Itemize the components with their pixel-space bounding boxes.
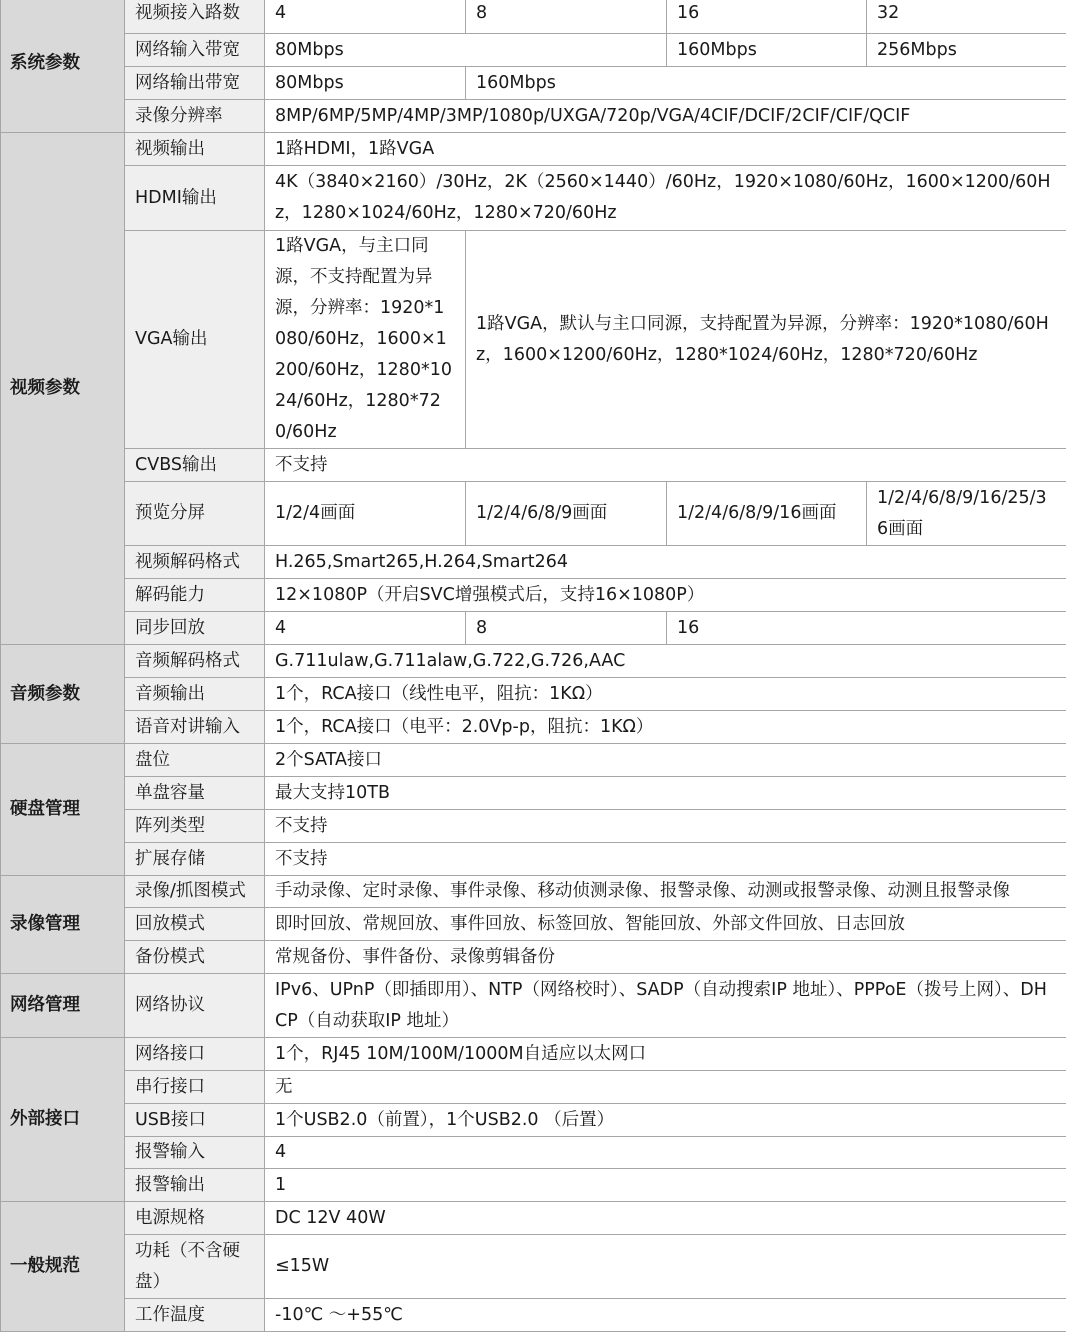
cell-value: 不支持 — [265, 449, 1066, 482]
row-video-out — [1, 133, 1066, 166]
row-sync-play — [1, 612, 1066, 645]
row-audio-out — [1, 678, 1066, 711]
cell-value: 1个USB2.0（前置），1个USB2.0 （后置） — [265, 1104, 1066, 1137]
row-usb — [1, 1104, 1066, 1137]
row-label: HDMI输出 — [125, 166, 265, 231]
row-serial — [1, 1071, 1066, 1104]
row-label: 电源规格 — [125, 1202, 265, 1235]
row-label: 工作温度 — [125, 1299, 265, 1332]
cell-value: 4K（3840×2160）/30Hz，2K（2560×1440）/60Hz，1920×1080/60Hz，1600×1200/60Hz，1280×1024/60Hz，1280×720/60Hz — [265, 166, 1066, 231]
row-label: 网络输出带宽 — [125, 67, 265, 100]
cell-value: 2个SATA接口 — [265, 744, 1066, 777]
row-label: USB接口 — [125, 1104, 265, 1137]
row-label: 视频解码格式 — [125, 546, 265, 579]
cell-value: 80Mbps — [265, 34, 667, 67]
row-label: 串行接口 — [125, 1071, 265, 1104]
cell-value: 无 — [265, 1071, 1066, 1104]
cell-value: 80Mbps — [265, 67, 466, 100]
cell-value: 8MP/6MP/5MP/4MP/3MP/1080p/UXGA/720p/VGA/4CIF/DCIF/2CIF/CIF/QCIF — [265, 100, 1066, 133]
row-label: 报警输入 — [125, 1137, 265, 1169]
row-lan — [1, 1038, 1066, 1071]
cell-value: 4 — [265, 0, 466, 34]
row-label: 备份模式 — [125, 941, 265, 974]
cell-value: H.265,Smart265,H.264,Smart264 — [265, 546, 1066, 579]
row-label: 回放模式 — [125, 908, 265, 941]
row-power — [1, 1202, 1066, 1235]
row-vga-out — [1, 231, 1066, 449]
group-system: 系统参数 — [1, 0, 125, 133]
cell-value: 8 — [466, 0, 667, 34]
row-decode-cap — [1, 579, 1066, 612]
row-label: 音频输出 — [125, 678, 265, 711]
cell-value: 12×1080P（开启SVC增强模式后，支持16×1080P） — [265, 579, 1066, 612]
cell-value: 不支持 — [265, 810, 1066, 843]
row-label: 单盘容量 — [125, 777, 265, 810]
cell-value: 1个，RCA接口（线性电平，阻抗：1KΩ） — [265, 678, 1066, 711]
row-label: 网络协议 — [125, 974, 265, 1038]
row-alarm-out — [1, 1169, 1066, 1202]
row-label: 预览分屏 — [125, 482, 265, 546]
row-label: 网络输入带宽 — [125, 34, 265, 67]
row-decode-fmt — [1, 546, 1066, 579]
cell-value: 32 — [867, 0, 1066, 34]
row-ext-storage — [1, 843, 1066, 876]
row-bays — [1, 744, 1066, 777]
cell-value: 16 — [667, 0, 867, 34]
row-temp — [1, 1299, 1066, 1332]
row-label: 阵列类型 — [125, 810, 265, 843]
cell-value: 1路VGA，与主口同源，不支持配置为异源，分辨率：1920*1080/60Hz，1600×1200/60Hz，1280*1024/60Hz，1280*720/60Hz — [265, 231, 466, 449]
row-cvbs-out — [1, 449, 1066, 482]
row-label: 录像分辨率 — [125, 100, 265, 133]
row-net-in-bw — [1, 34, 1066, 67]
cell-value: 1个，RJ45 10M/100M/1000M自适应以太网口 — [265, 1038, 1066, 1071]
cell-value: 16 — [667, 612, 1066, 645]
row-audio-dec — [1, 645, 1066, 678]
cell-value: 256Mbps — [867, 34, 1066, 67]
cell-value: G.711ulaw,G.711alaw,G.722,G.726,AAC — [265, 645, 1066, 678]
row-play-mode — [1, 908, 1066, 941]
row-label: VGA输出 — [125, 231, 265, 449]
group-audio: 音频参数 — [1, 645, 125, 744]
row-rec-res — [1, 100, 1066, 133]
cell-value: 最大支持10TB — [265, 777, 1066, 810]
cell-value: 160Mbps — [466, 67, 1066, 100]
group-disk: 硬盘管理 — [1, 744, 125, 876]
cell-value: 1个，RCA接口（电平：2.0Vp-p，阻抗：1KΩ） — [265, 711, 1066, 744]
cell-value: ≤15W — [265, 1235, 1066, 1299]
cell-value: 1/2/4/6/8/9/16/25/36画面 — [867, 482, 1066, 546]
row-label: 语音对讲输入 — [125, 711, 265, 744]
cell-value: 160Mbps — [667, 34, 867, 67]
row-protocol — [1, 974, 1066, 1038]
cell-value: 即时回放、常规回放、事件回放、标签回放、智能回放、外部文件回放、日志回放 — [265, 908, 1066, 941]
row-label: 同步回放 — [125, 612, 265, 645]
row-label: 扩展存储 — [125, 843, 265, 876]
row-preview — [1, 482, 1066, 546]
row-label: 视频输出 — [125, 133, 265, 166]
row-intercom — [1, 711, 1066, 744]
row-label: 盘位 — [125, 744, 265, 777]
row-label: 视频接入路数 — [125, 0, 265, 34]
row-raid — [1, 810, 1066, 843]
cell-value: IPv6、UPnP（即插即用）、NTP（网络校时）、SADP（自动搜索IP 地址）、PPPoE（拨号上网）、DHCP（自动获取IP 地址） — [265, 974, 1066, 1038]
row-label: CVBS输出 — [125, 449, 265, 482]
cell-value: 1路VGA，默认与主口同源，支持配置为异源，分辨率：1920*1080/60Hz，1600×1200/60Hz，1280*1024/60Hz，1280*720/60Hz — [466, 231, 1066, 449]
row-rec-mode — [1, 876, 1066, 908]
cell-value: 1/2/4/6/8/9画面 — [466, 482, 667, 546]
row-label: 功耗（不含硬盘） — [125, 1235, 265, 1299]
row-label: 报警输出 — [125, 1169, 265, 1202]
cell-value: 1路HDMI，1路VGA — [265, 133, 1066, 166]
row-label: 解码能力 — [125, 579, 265, 612]
cell-value: DC 12V 40W — [265, 1202, 1066, 1235]
row-hdmi-out — [1, 166, 1066, 231]
cell-value: -10℃ ～+55℃ — [265, 1299, 1066, 1332]
cell-value: 1/2/4/6/8/9/16画面 — [667, 482, 867, 546]
group-external: 外部接口 — [1, 1038, 125, 1202]
cell-value: 8 — [466, 612, 667, 645]
group-record: 录像管理 — [1, 876, 125, 974]
row-video-in — [1, 0, 1066, 34]
row-capacity — [1, 777, 1066, 810]
cell-value: 不支持 — [265, 843, 1066, 876]
cell-value: 1/2/4画面 — [265, 482, 466, 546]
row-alarm-in — [1, 1137, 1066, 1169]
group-network: 网络管理 — [1, 974, 125, 1038]
row-label: 音频解码格式 — [125, 645, 265, 678]
row-backup — [1, 941, 1066, 974]
cell-value: 4 — [265, 1137, 1066, 1169]
row-net-out-bw — [1, 67, 1066, 100]
group-general: 一般规范 — [1, 1202, 125, 1332]
cell-value: 常规备份、事件备份、录像剪辑备份 — [265, 941, 1066, 974]
cell-value: 手动录像、定时录像、事件录像、移动侦测录像、报警录像、动测或报警录像、动测且报警录像 — [265, 876, 1066, 908]
group-video: 视频参数 — [1, 133, 125, 645]
row-label: 录像/抓图模式 — [125, 876, 265, 908]
row-consumption — [1, 1235, 1066, 1299]
cell-value: 1 — [265, 1169, 1066, 1202]
row-label: 网络接口 — [125, 1038, 265, 1071]
cell-value: 4 — [265, 612, 466, 645]
